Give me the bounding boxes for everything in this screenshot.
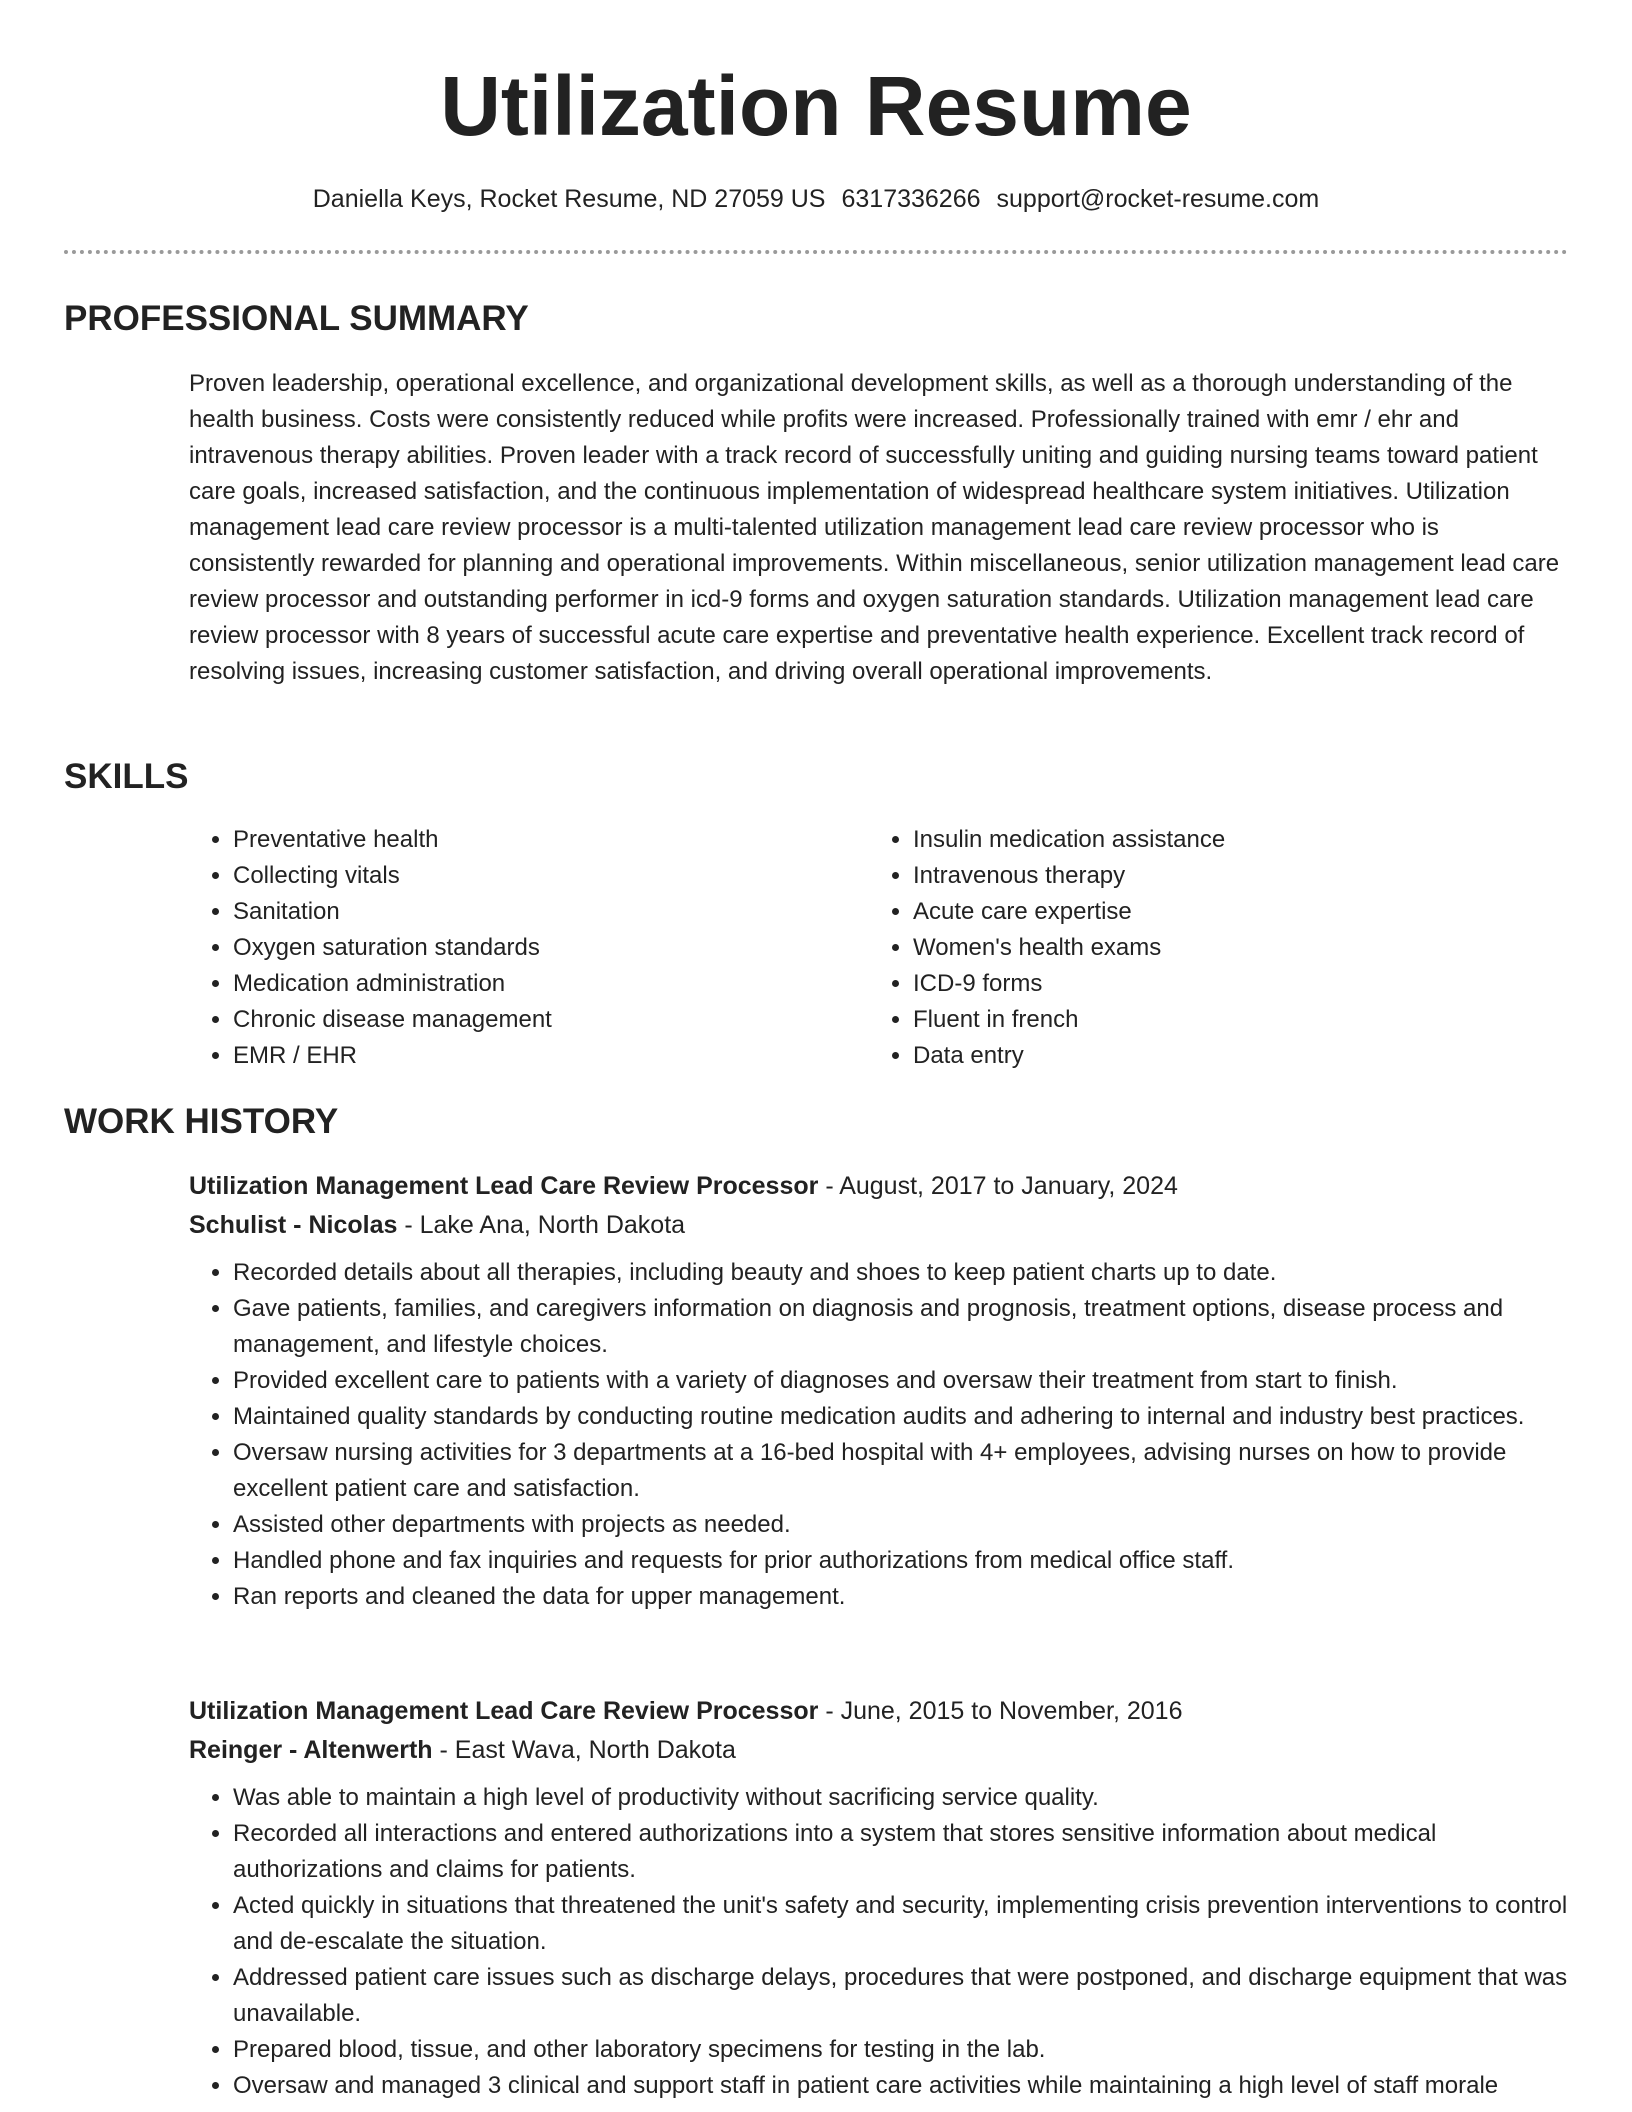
skill-item: • ICD-9 forms: [913, 966, 1553, 1002]
skill-item: • Acute care expertise: [913, 894, 1553, 930]
skill-item: • EMR / EHR: [233, 1038, 873, 1074]
job-bullet: • Provided excellent care to patients with a variety of diagnoses and oversaw their treatment from start to finish.: [233, 1363, 1568, 1399]
skill-item: • Women's health exams: [913, 930, 1553, 966]
job-dates: - August, 2017 to January, 2024: [825, 1172, 1178, 1200]
job-bullet: • Oversaw nursing activities for 3 departments at a 16-bed hospital with 4+ employees, advising nurses on how to provide excellent patient care and satisfaction.: [233, 1435, 1568, 1507]
job-bullet: • Was able to maintain a high level of productivity without sacrificing service quality.: [233, 1780, 1568, 1816]
job-title-line: [189, 1692, 1568, 1731]
skill-item: • Sanitation: [233, 894, 873, 930]
skill-item: • Intravenous therapy: [913, 858, 1553, 894]
job-dates: - June, 2015 to November, 2016: [825, 1697, 1183, 1725]
job-bullets: [189, 1255, 1568, 1615]
job-bullet: • Addressed patient care issues such as discharge delays, procedures that were postponed, and discharge equipment that was unavailable.: [233, 1960, 1568, 2032]
job-location: - East Wava, North Dakota: [439, 1736, 736, 1764]
job-title: Utilization Management Lead Care Review Processor: [189, 1697, 819, 1725]
job-entry: [189, 1167, 1568, 1615]
skills-list-right: [869, 822, 1553, 1074]
job-title: Utilization Management Lead Care Review Processor: [189, 1172, 819, 1200]
header-divider: [64, 250, 1568, 254]
job-bullet: • Recorded details about all therapies, including beauty and shoes to keep patient charts up to date.: [233, 1255, 1568, 1291]
job-bullets: [189, 1780, 1568, 2104]
job-company-line: [189, 1206, 1568, 1245]
skill-item: • Preventative health: [233, 822, 873, 858]
contact-phone: 6317336266: [841, 185, 981, 213]
job-location: - Lake Ana, North Dakota: [404, 1211, 686, 1239]
job-bullet: • Prepared blood, tissue, and other laboratory specimens for testing in the lab.: [233, 2032, 1568, 2068]
skill-item: • Fluent in french: [913, 1002, 1553, 1038]
job-bullet: • Handled phone and fax inquiries and requests for prior authorizations from medical office staff.: [233, 1543, 1568, 1579]
contact-address: Daniella Keys, Rocket Resume, ND 27059 US: [312, 185, 826, 213]
skills-heading: SKILLS: [64, 757, 189, 796]
job-bullet: • Ran reports and cleaned the data for upper management.: [233, 1579, 1568, 1615]
skills-list-left: [189, 822, 873, 1074]
job-bullet: • Assisted other departments with projects as needed.: [233, 1507, 1568, 1543]
job-bullet: • Gave patients, families, and caregivers information on diagnosis and prognosis, treatment options, disease process and management, and lifestyle choices.: [233, 1291, 1568, 1363]
skill-item: • Medication administration: [233, 966, 873, 1002]
skill-item: • Data entry: [913, 1038, 1553, 1074]
skill-item: • Collecting vitals: [233, 858, 873, 894]
contact-email: support@rocket-resume.com: [996, 185, 1320, 213]
job-bullet: • Acted quickly in situations that threatened the unit's safety and security, implementing crisis prevention interventions to control and de-escalate the situation.: [233, 1888, 1568, 1960]
summary-text: Proven leadership, operational excellence, and organizational development skills, as well as a thorough understanding of the health business. Costs were consistently reduced while profits were increased. Professionally trained with emr / ehr and intravenous therapy abilities. Proven leader with a track record of successfully uniting and guiding nursing teams toward patient care goals, increased satisfaction, and the continuous implementation of widespread healthcare system initiatives. Utilization management lead care review processor is a multi-talented utilization management lead care review processor who is consistently rewarded for planning and operational improvements. Within miscellaneous, senior utilization management lead care review processor and outstanding performer in icd-9 forms and oxygen saturation standards. Utilization management lead care review processor with 8 years of successful acute care expertise and preventative health experience. Excellent track record of resolving issues, increasing customer satisfaction, and driving overall operational improvements.: [189, 370, 1560, 685]
work-history-heading: WORK HISTORY: [64, 1102, 339, 1141]
skill-item: • Insulin medication assistance: [913, 822, 1553, 858]
job-company: Schulist - Nicolas: [189, 1211, 398, 1239]
job-bullet: • Maintained quality standards by conducting routine medication audits and adhering to internal and industry best practices.: [233, 1399, 1568, 1435]
job-entry: [189, 1692, 1568, 2104]
job-company: Reinger - Altenwerth: [189, 1736, 433, 1764]
resume-title: Utilization Resume: [440, 59, 1192, 153]
skill-item: • Oxygen saturation standards: [233, 930, 873, 966]
job-title-line: [189, 1167, 1568, 1206]
job-company-line: [189, 1731, 1568, 1770]
job-bullet: • Recorded all interactions and entered authorizations into a system that stores sensitive information about medical authorizations and claims for patients.: [233, 1816, 1568, 1888]
summary-heading: PROFESSIONAL SUMMARY: [64, 299, 529, 338]
contact-line: [0, 183, 1632, 215]
skill-item: • Chronic disease management: [233, 1002, 873, 1038]
job-bullet: • Oversaw and managed 3 clinical and support staff in patient care activities while maintaining a high level of staff morale: [233, 2068, 1568, 2104]
